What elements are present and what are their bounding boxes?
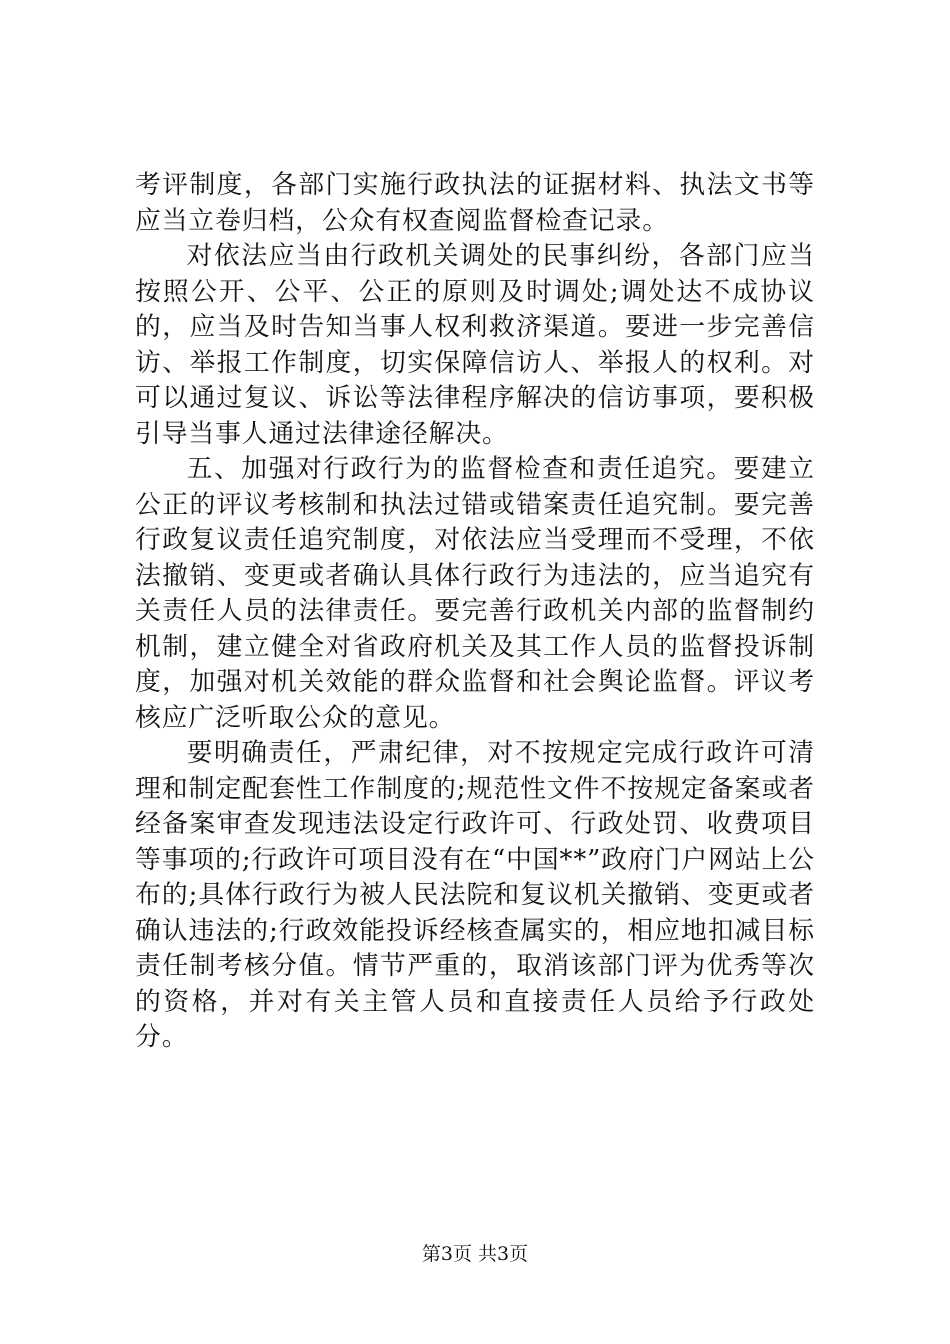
paragraph-continuation: 考评制度，各部门实施行政执法的证据材料、执法文书等应当立卷归档，公众有权查阅监督检查记录。 bbox=[135, 170, 815, 236]
page-number-footer: 第3页 共3页 bbox=[421, 1243, 529, 1265]
paragraph-supervision-accountability: 五、加强对行政行为的监督检查和责任追究。要建立公正的评议考核制和执法过错或错案责任追究制。要完善行政复议责任追究制度，对依法应当受理而不受理，不依法撤销、变更或者确认具体行政行为违法的，应当追究有关责任人员的法律责任。要完善行政机关内部的监督制约机制，建立健全对省政府机关及其工作人员的监督投诉制度，加强对机关效能的群众监督和社会舆论监督。评议考核应广泛听取公众的意见。 bbox=[135, 454, 815, 733]
paragraph-dispute-mediation: 对依法应当由行政机关调处的民事纠纷，各部门应当按照公开、公平、公正的原则及时调处;调处达不成协议的，应当及时告知当事人权利救济渠道。要进一步完善信访、举报工作制度，切实保障信访人、举报人的权利。对可以通过复议、诉讼等法律程序解决的信访事项，要积极引导当事人通过法律途径解决。 bbox=[135, 241, 815, 449]
paragraph-discipline: 要明确责任，严肃纪律，对不按规定完成行政许可清理和制定配套性工作制度的;规范性文件不按规定备案或者经备案审查发现违法设定行政许可、行政处罚、收费项目等事项的;行政许可项目没有在“中国**”政府门户网站上公布的;具体行政行为被人民法院和复议机关撤销、变更或者确认违法的;行政效能投诉经核查属实的，相应地扣减目标责任制考核分值。情节严重的，取消该部门评为优秀等次的资格，并对有关主管人员和直接责任人员给予行政处分。 bbox=[135, 738, 815, 1052]
document-body bbox=[135, 168, 815, 1056]
